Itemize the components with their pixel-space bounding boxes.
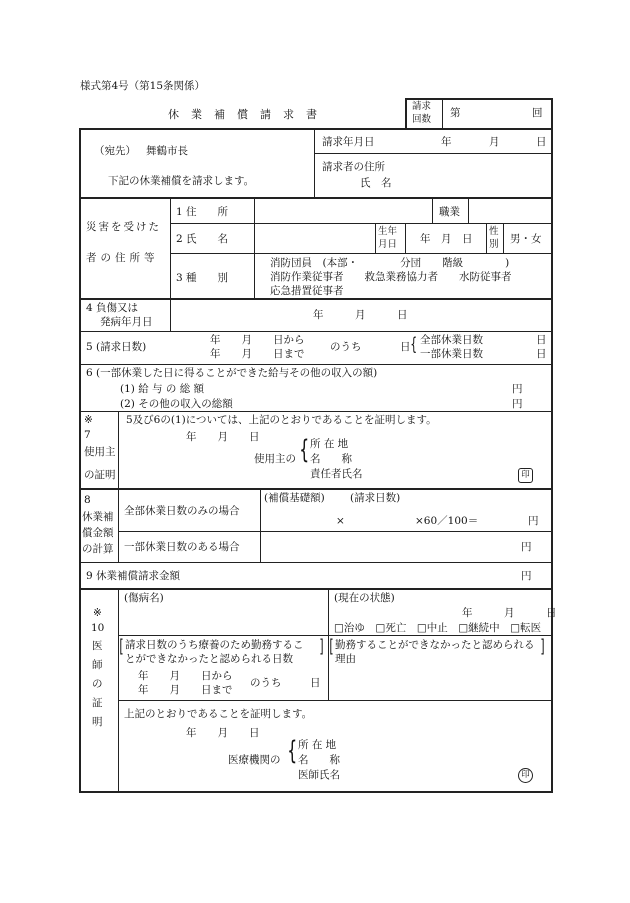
- type-line-1: 消防団員 (本部・ 分団 階級 ): [270, 257, 510, 269]
- employer-cert-date: 年 月 日: [186, 431, 260, 443]
- brace: {: [287, 736, 298, 766]
- doctor-statement: 上記のとおりであることを証明します。: [124, 708, 313, 720]
- employer-label: 使用主の: [254, 453, 296, 465]
- doctor-name: 医師氏名: [298, 769, 340, 781]
- occupation-label: 職業: [439, 206, 460, 218]
- type-line-3: 応急措置従事者: [270, 285, 344, 297]
- type-line-2: 消防作業従事者 救急業務協力者 水防従事者: [270, 271, 512, 283]
- request-date-label: 請求年月日: [322, 136, 375, 148]
- amount-label-2: 償金額: [82, 527, 114, 539]
- injury-label-1: 4 負傷又は: [86, 302, 139, 314]
- requester-name-label: 氏 名: [360, 177, 392, 189]
- request-date-month: 月: [489, 136, 500, 148]
- full-only-label: 全部休業日数のみの場合: [124, 505, 240, 517]
- institution-location: 所 在 地: [298, 739, 337, 751]
- page-title: 休業補償請求書: [168, 108, 329, 121]
- unable-of-which: のうち: [250, 677, 282, 689]
- request-statement: 下記の休業補償を請求します。: [108, 175, 255, 187]
- unable-days-line-2: とができなかったと認められる日数: [125, 653, 293, 665]
- employer-name: 名 称: [310, 453, 352, 465]
- employer-cert-num: 7: [84, 429, 91, 441]
- status-label: (現在の状態): [334, 592, 395, 604]
- injury-date: 年 月 日: [313, 309, 408, 321]
- employer-location: 所 在 地: [310, 438, 349, 450]
- request-date-year: 年: [441, 136, 452, 148]
- doctor-label-4: 証: [92, 697, 103, 709]
- doctor-num: 10: [91, 622, 105, 634]
- brace: {: [299, 435, 310, 465]
- sex-label-1: 性: [489, 226, 499, 237]
- partial-label: 一部休業日数のある場合: [124, 541, 240, 553]
- doctor-date: 年 月 日: [186, 727, 260, 739]
- employer-cert-mark: ※: [84, 414, 93, 426]
- victim-label-1: 災害を受けた: [86, 221, 161, 233]
- birth-ymd: 年 月 日: [420, 233, 473, 245]
- sex-value: 男・女: [510, 233, 542, 245]
- institution-label: 医療機関の: [228, 754, 281, 766]
- request-days-unit: 日: [400, 341, 411, 353]
- employer-cert-label-2: の証明: [84, 469, 116, 481]
- sex-label-2: 別: [489, 239, 499, 250]
- bracket-right: ]: [319, 636, 324, 657]
- bracket-left: [: [329, 636, 334, 657]
- disease-label: (傷病名): [124, 592, 164, 604]
- seal-mark: 印: [518, 468, 533, 483]
- income-label: 6 (一部休業した日に得ることができた給与その他の収入の額): [86, 367, 378, 379]
- amount-label-1: 休業補: [82, 511, 114, 523]
- total-label: 9 休業補償請求金額: [86, 570, 181, 582]
- request-count-suffix: 回: [532, 107, 543, 119]
- doctor-label-1: 医: [92, 640, 103, 652]
- requester-address-label: 請求者の住所: [322, 161, 385, 173]
- income-yen-1: 円: [512, 383, 523, 395]
- injury-label-2: 発病年月日: [100, 316, 153, 328]
- reason-line-2: 理由: [335, 653, 356, 665]
- victim-label-2: 者の住所等: [86, 252, 159, 264]
- amount-yen-2: 円: [521, 541, 532, 553]
- request-count-label-2: 回数: [412, 114, 432, 125]
- request-days-of-which: のうち: [330, 341, 362, 353]
- request-days-to: 年 月 日まで: [210, 348, 305, 360]
- doctor-label-3: の: [92, 678, 103, 690]
- seal-mark: 印: [518, 768, 533, 783]
- full-days-label: 全部休業日数: [420, 334, 483, 346]
- request-days-from: 年 月 日から: [210, 334, 305, 346]
- doctor-mark: ※: [93, 607, 102, 619]
- unable-to: 年 月 日まで: [138, 684, 233, 696]
- total-yen: 円: [521, 570, 532, 582]
- doctor-label-5: 明: [92, 716, 103, 728]
- request-count-label-1: 請求: [412, 101, 432, 112]
- type-label: 3 種 別: [176, 272, 229, 284]
- birth-label-1: 生年: [378, 226, 398, 237]
- reason-line-1: 勤務することができなかったと認められる: [335, 639, 535, 651]
- address-label: 1 住 所: [176, 206, 229, 218]
- amount-label-3: の計算: [82, 543, 114, 555]
- brace: {: [410, 334, 418, 355]
- partial-days-label: 一部休業日数: [420, 348, 483, 360]
- bracket-right: ]: [540, 636, 545, 657]
- unable-from: 年 月 日から: [138, 670, 233, 682]
- status-options: □治ゆ □死亡 □中止 □継続中 □転医: [334, 622, 542, 634]
- doctor-label-2: 師: [92, 659, 103, 671]
- request-days-label: 5 (請求日数): [86, 341, 147, 353]
- employer-rep: 責任者氏名: [310, 468, 363, 480]
- unable-day-unit: 日: [310, 677, 321, 689]
- addressee-label: （宛先）: [94, 145, 136, 157]
- times-sign: ×: [336, 515, 345, 527]
- partial-days-unit: 日: [536, 348, 547, 360]
- unable-days-line-1: 請求日数のうち療養のため勤務するこ: [125, 639, 304, 651]
- income-item-1: (1) 給 与 の 総 額: [120, 383, 205, 395]
- addressee-name: 舞鶴市長: [146, 145, 188, 157]
- days-label: (請求日数): [350, 492, 401, 504]
- income-item-2: (2) その他の収入の総額: [120, 398, 233, 410]
- request-date-day: 日: [536, 136, 547, 148]
- request-count-prefix: 第: [450, 107, 461, 119]
- form-number: 様式第4号（第15条関係）: [80, 80, 206, 92]
- full-days-unit: 日: [536, 334, 547, 346]
- amount-num: 8: [84, 494, 91, 506]
- base-label: (補償基礎額): [264, 492, 325, 504]
- income-yen-2: 円: [512, 398, 523, 410]
- employer-cert-statement: 5及び6の(1)については、上記のとおりであることを証明します。: [126, 414, 437, 426]
- institution-name: 名 称: [298, 754, 340, 766]
- birth-label-2: 月日: [378, 239, 398, 250]
- formula: ×60／100＝: [415, 515, 479, 527]
- amount-yen-1: 円: [528, 515, 539, 527]
- employer-cert-label-1: 使用主: [84, 446, 116, 458]
- status-date: 年 月 日: [462, 607, 557, 619]
- name-label: 2 氏 名: [176, 233, 229, 245]
- bracket-left: [: [119, 636, 124, 657]
